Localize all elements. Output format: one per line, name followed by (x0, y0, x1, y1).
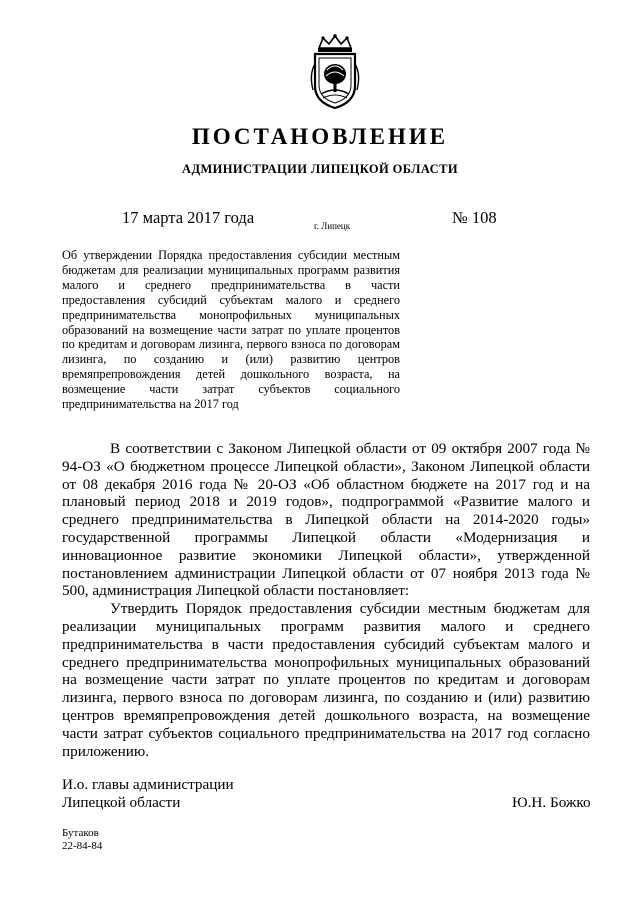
issuer-title: АДМИНИСТРАЦИИ ЛИПЕЦКОЙ ОБЛАСТИ (182, 162, 458, 176)
document-body (62, 440, 590, 760)
document-number: № 108 (452, 208, 497, 227)
executor-name: Бутаков (62, 827, 99, 839)
signer-position (62, 776, 234, 812)
document-subject: Об утверждении Порядка предоставления субсидии местным бюджетам для реализации муниципальных программ развития малого и среднего предпринимательства в части предоставления субсидий субъектам малого и среднего предпринимательства монопрофильных муниципальных образований на возмещение части затрат по уплате процентов по кредитам и договорам лизинга, первого взноса по договорам лизинга, по созданию и (или) развитию центров времяпрепровождения детей дошкольного возраста, на возмещение части затрат субъектов социального предпринимательства на 2017 год (62, 248, 400, 412)
body-paragraph: Утвердить Порядок предоставления субсидии местным бюджетам для реализации муниципальных программ развития малого и среднего предпринимательства в части предоставления субсидий субъектам малого и среднего предпринимательства монопрофильных муниципальных образований на возмещение части затрат по уплате процентов по кредитам и договорам лизинга, первого взноса по договорам лизинга, по созданию и (или) развитию центров времяпрепровождения детей дошкольного возраста, на возмещение части затрат субъектов социального предпринимательства на 2017 год согласно приложению. (62, 600, 590, 760)
executor-info (62, 827, 102, 853)
executor-phone: 22-84-84 (62, 840, 103, 852)
signer-name: Ю.Н. Божко (512, 794, 591, 811)
coat-of-arms-icon (305, 34, 365, 110)
signer-position-line: Липецкой области (62, 793, 181, 811)
signer-position-line: И.о. главы администрации (62, 776, 234, 793)
document-date: 17 марта 2017 года (122, 208, 255, 227)
document-place: г. Липецк (314, 221, 351, 231)
body-paragraph: В соответствии с Законом Липецкой области от 09 октября 2007 года № 94-ОЗ «О бюджетном процессе Липецкой области», Законом Липецкой области от 08 декабря 2016 года № 20-ОЗ «Об областном бюджете на 2017 год и на плановый период 2018 и 2019 годов», подпрограммой «Развитие малого и среднего предпринимательства в Липецкой области на 2014-2020 годы» государственной программы Липецкой области «Модернизация и инновационное развитие экономики Липецкой области», утвержденной постановлением администрации Липецкой области от 07 ноября 2013 года № 500, администрация Липецкой области постановляет: (62, 440, 590, 600)
document-type-title: ПОСТАНОВЛЕНИЕ (191, 124, 449, 149)
